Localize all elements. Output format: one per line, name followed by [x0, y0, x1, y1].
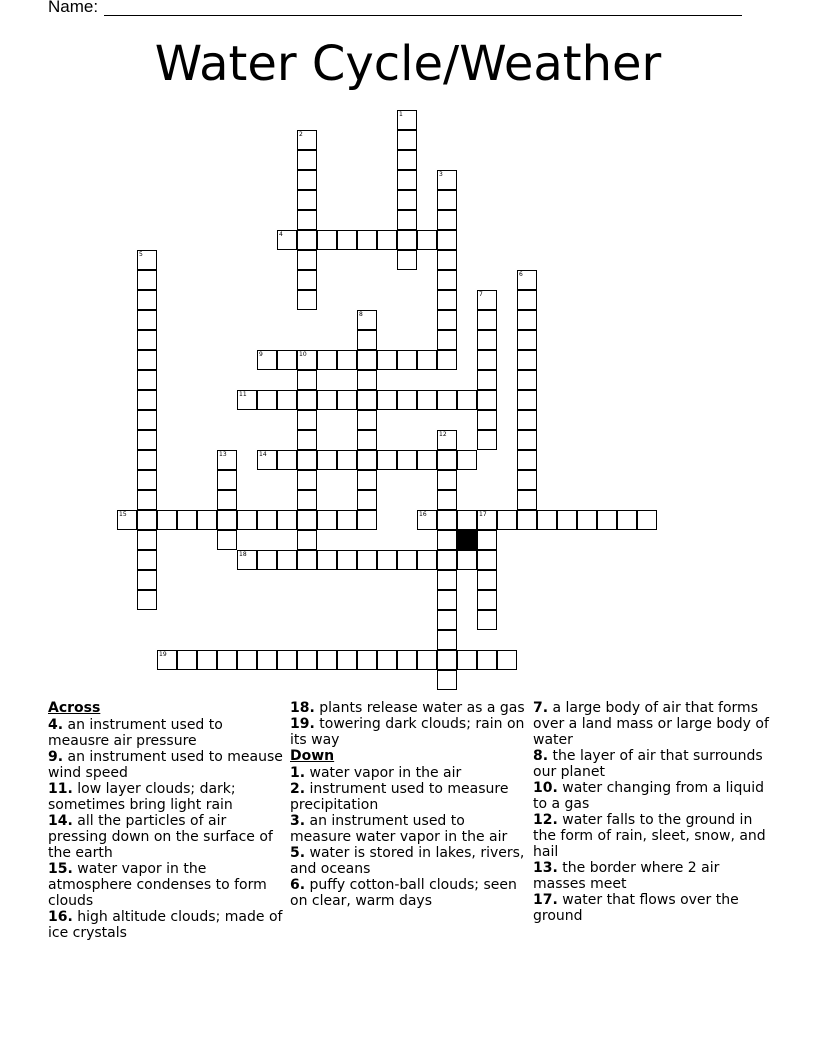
grid-cell[interactable]: [437, 570, 457, 590]
grid-cell[interactable]: [357, 310, 377, 330]
grid-cell[interactable]: [217, 650, 237, 670]
grid-cell[interactable]: [517, 490, 537, 510]
clue-number: 4: [279, 231, 283, 238]
grid-cell[interactable]: [177, 650, 197, 670]
grid-cell[interactable]: [397, 170, 417, 190]
grid-cell[interactable]: [517, 370, 537, 390]
grid-cell[interactable]: [297, 430, 317, 450]
grid-cell[interactable]: [417, 350, 437, 370]
clue-number: 2: [299, 131, 303, 138]
grid-cell[interactable]: [277, 230, 297, 250]
grid-cell[interactable]: [517, 310, 537, 330]
grid-cell[interactable]: [437, 190, 457, 210]
grid-cell[interactable]: [297, 230, 317, 250]
grid-cell[interactable]: [277, 510, 297, 530]
grid-cell[interactable]: [137, 510, 157, 530]
clue-number: 18: [239, 551, 247, 558]
grid-cell[interactable]: [257, 350, 277, 370]
grid-cell[interactable]: [477, 430, 497, 450]
grid-cell[interactable]: [317, 390, 337, 410]
grid-cell[interactable]: [437, 590, 457, 610]
grid-cell[interactable]: [337, 450, 357, 470]
grid-cell[interactable]: [257, 510, 277, 530]
clue-across-16: 16. high altitude clouds; made of ice crystals: [48, 909, 283, 941]
grid-cell[interactable]: [357, 370, 377, 390]
grid-cell[interactable]: [397, 390, 417, 410]
grid-cell[interactable]: [497, 510, 517, 530]
grid-cell[interactable]: [477, 550, 497, 570]
grid-cell[interactable]: [477, 410, 497, 430]
grid-cell[interactable]: [457, 550, 477, 570]
grid-cell[interactable]: [417, 510, 437, 530]
grid-cell[interactable]: [397, 650, 417, 670]
grid-cell[interactable]: [477, 610, 497, 630]
grid-cell[interactable]: [477, 570, 497, 590]
clue-across-9: 9. an instrument used to meause wind speed: [48, 749, 283, 781]
grid-cell[interactable]: [317, 510, 337, 530]
grid-cell[interactable]: [257, 390, 277, 410]
grid-cell[interactable]: [337, 390, 357, 410]
grid-cell[interactable]: [137, 530, 157, 550]
grid-cell[interactable]: [337, 550, 357, 570]
grid-cell[interactable]: [257, 550, 277, 570]
grid-cell[interactable]: [297, 270, 317, 290]
grid-cell[interactable]: [137, 490, 157, 510]
clue-number: 15: [119, 511, 127, 518]
grid-cell[interactable]: [297, 210, 317, 230]
grid-cell[interactable]: [277, 450, 297, 470]
grid-cell[interactable]: [157, 510, 177, 530]
grid-cell[interactable]: [217, 450, 237, 470]
grid-cell[interactable]: [357, 230, 377, 250]
clue-number: 1: [399, 111, 403, 118]
grid-cell[interactable]: [477, 590, 497, 610]
grid-cell[interactable]: [297, 170, 317, 190]
grid-cell[interactable]: [297, 130, 317, 150]
grid-cell[interactable]: [397, 250, 417, 270]
grid-cell[interactable]: [517, 330, 537, 350]
grid-cell[interactable]: [317, 230, 337, 250]
grid-cell[interactable]: [317, 450, 337, 470]
grid-cell[interactable]: [297, 410, 317, 430]
grid-cell[interactable]: [517, 270, 537, 290]
grid-cell[interactable]: [217, 470, 237, 490]
grid-cell[interactable]: [517, 470, 537, 490]
grid-cell[interactable]: [517, 390, 537, 410]
clue-number: 6: [519, 271, 523, 278]
grid-cell[interactable]: [437, 250, 457, 270]
grid-cell[interactable]: [137, 470, 157, 490]
clue-column-3: [533, 700, 773, 924]
clue-number: 11: [239, 391, 247, 398]
grid-cell[interactable]: [477, 290, 497, 310]
grid-cell[interactable]: [437, 430, 457, 450]
clue-number: 12: [439, 431, 447, 438]
grid-cell[interactable]: [437, 550, 457, 570]
grid-cell[interactable]: [137, 390, 157, 410]
clue-down-5: 5. water is stored in lakes, rivers, and oceans: [290, 845, 525, 877]
across-heading: Across: [48, 700, 101, 716]
grid-cell[interactable]: [437, 610, 457, 630]
grid-cell[interactable]: [137, 590, 157, 610]
grid-cell[interactable]: [137, 330, 157, 350]
clue-down-10: 10. water changing from a liquid to a gas: [533, 780, 764, 812]
grid-cell[interactable]: [277, 350, 297, 370]
grid-cell[interactable]: [277, 390, 297, 410]
grid-cell[interactable]: [437, 270, 457, 290]
grid-cell[interactable]: [217, 530, 237, 550]
grid-cell[interactable]: [357, 390, 377, 410]
grid-cell[interactable]: [357, 550, 377, 570]
grid-cell[interactable]: [417, 550, 437, 570]
grid-cell[interactable]: [257, 450, 277, 470]
grid-cell[interactable]: [117, 510, 137, 530]
clue-number: 5: [139, 251, 143, 258]
grid-cell[interactable]: [137, 290, 157, 310]
grid-cell[interactable]: [397, 450, 417, 470]
grid-cell[interactable]: [437, 450, 457, 470]
clue-number: 16: [419, 511, 427, 518]
grid-cell[interactable]: [297, 510, 317, 530]
grid-cell[interactable]: [437, 310, 457, 330]
grid-cell[interactable]: [457, 650, 477, 670]
grid-cell[interactable]: [357, 330, 377, 350]
grid-cell[interactable]: [297, 190, 317, 210]
grid-cell[interactable]: [377, 450, 397, 470]
clue-number: 7: [479, 291, 483, 298]
grid-cell[interactable]: [377, 230, 397, 250]
grid-cell[interactable]: [297, 290, 317, 310]
grid-cell[interactable]: [437, 330, 457, 350]
grid-cell[interactable]: [417, 390, 437, 410]
grid-cell[interactable]: [437, 210, 457, 230]
grid-cell[interactable]: [437, 530, 457, 550]
grid-cell[interactable]: [257, 650, 277, 670]
grid-cell[interactable]: [517, 290, 537, 310]
grid-cell[interactable]: [357, 470, 377, 490]
grid-cell[interactable]: [137, 570, 157, 590]
clue-down-7: 7. a large body of air that forms over a land mass or large body of water: [533, 700, 769, 748]
clue-number: 3: [439, 171, 443, 178]
page-title: Water Cycle/Weather: [154, 36, 662, 92]
grid-cell[interactable]: [397, 190, 417, 210]
grid-cell[interactable]: [397, 550, 417, 570]
clue-down-3: 3. an instrument used to measure water vapor in the air: [290, 813, 508, 845]
grid-cell[interactable]: [337, 510, 357, 530]
clue-number: 17: [479, 511, 487, 518]
grid-cell[interactable]: [397, 210, 417, 230]
grid-cell[interactable]: [477, 650, 497, 670]
grid-cell[interactable]: [437, 350, 457, 370]
grid-cell[interactable]: [477, 370, 497, 390]
clue-across-11: 11. low layer clouds; dark; sometimes bring light rain: [48, 781, 236, 813]
grid-cell[interactable]: [517, 350, 537, 370]
clue-across-4: 4. an instrument used to meausre air pressure: [48, 717, 223, 749]
grid-cell[interactable]: [577, 510, 597, 530]
clue-number: 14: [259, 451, 267, 458]
grid-cell[interactable]: [357, 510, 377, 530]
grid-cell[interactable]: [337, 230, 357, 250]
grid-cell[interactable]: [417, 230, 437, 250]
grid-cell[interactable]: [277, 550, 297, 570]
clue-number: 10: [299, 351, 307, 358]
black-square: [457, 530, 477, 550]
grid-cell[interactable]: [437, 290, 457, 310]
clue-down-17: 17. water that flows over the ground: [533, 892, 739, 924]
grid-cell[interactable]: [357, 490, 377, 510]
grid-cell[interactable]: [597, 510, 617, 530]
grid-cell[interactable]: [517, 450, 537, 470]
grid-cell[interactable]: [417, 450, 437, 470]
grid-cell[interactable]: [437, 230, 457, 250]
grid-cell[interactable]: [377, 550, 397, 570]
grid-cell[interactable]: [557, 510, 577, 530]
grid-cell[interactable]: [317, 550, 337, 570]
grid-cell[interactable]: [397, 350, 417, 370]
grid-cell[interactable]: [137, 310, 157, 330]
grid-cell[interactable]: [617, 510, 637, 530]
grid-cell[interactable]: [397, 230, 417, 250]
clue-number: 19: [159, 651, 167, 658]
grid-cell[interactable]: [137, 250, 157, 270]
grid-cell[interactable]: [297, 150, 317, 170]
grid-cell[interactable]: [457, 450, 477, 470]
grid-cell[interactable]: [437, 670, 457, 690]
clue-number: 13: [219, 451, 227, 458]
grid-cell[interactable]: [637, 510, 657, 530]
grid-cell[interactable]: [297, 370, 317, 390]
grid-cell[interactable]: [217, 490, 237, 510]
grid-cell[interactable]: [237, 390, 257, 410]
grid-cell[interactable]: [377, 390, 397, 410]
grid-cell[interactable]: [397, 130, 417, 150]
clue-number: 8: [359, 311, 363, 318]
grid-cell[interactable]: [457, 390, 477, 410]
grid-cell[interactable]: [137, 450, 157, 470]
grid-cell[interactable]: [137, 350, 157, 370]
grid-cell[interactable]: [177, 510, 197, 530]
grid-cell[interactable]: [417, 650, 437, 670]
grid-cell[interactable]: [137, 370, 157, 390]
grid-cell[interactable]: [517, 430, 537, 450]
grid-cell[interactable]: [477, 530, 497, 550]
grid-cell[interactable]: [337, 350, 357, 370]
grid-cell[interactable]: [137, 550, 157, 570]
grid-cell[interactable]: [137, 430, 157, 450]
grid-cell[interactable]: [297, 530, 317, 550]
grid-cell[interactable]: [537, 510, 557, 530]
grid-cell[interactable]: [317, 350, 337, 370]
clue-across-14: 14. all the particles of air pressing down on the surface of the earth: [48, 813, 273, 861]
clue-column-1: [48, 700, 283, 941]
grid-cell[interactable]: [297, 490, 317, 510]
grid-cell[interactable]: [237, 550, 257, 570]
grid-cell[interactable]: [297, 470, 317, 490]
grid-cell[interactable]: [237, 510, 257, 530]
grid-cell[interactable]: [297, 550, 317, 570]
grid-cell[interactable]: [477, 510, 497, 530]
grid-cell[interactable]: [137, 270, 157, 290]
grid-cell[interactable]: [497, 650, 517, 670]
grid-cell[interactable]: [517, 410, 537, 430]
grid-cell[interactable]: [157, 650, 177, 670]
grid-cell[interactable]: [297, 650, 317, 670]
grid-cell[interactable]: [337, 650, 357, 670]
grid-cell[interactable]: [437, 510, 457, 530]
clue-down-12: 12. water falls to the ground in the form of rain, sleet, snow, and hail: [533, 812, 766, 860]
clue-across-19: 19. towering dark clouds; rain on its way: [290, 716, 525, 748]
grid-cell[interactable]: [297, 450, 317, 470]
grid-cell[interactable]: [437, 170, 457, 190]
grid-cell[interactable]: [217, 510, 237, 530]
grid-cell[interactable]: [357, 650, 377, 670]
clue-down-13: 13. the border where 2 air masses meet: [533, 860, 720, 892]
grid-cell[interactable]: [137, 410, 157, 430]
down-heading: Down: [290, 748, 335, 764]
clue-down-2: 2. instrument used to measure precipitation: [290, 781, 509, 813]
grid-cell[interactable]: [437, 490, 457, 510]
grid-cell[interactable]: [197, 510, 217, 530]
grid-cell[interactable]: [437, 650, 457, 670]
grid-cell[interactable]: [377, 350, 397, 370]
grid-cell[interactable]: [357, 350, 377, 370]
grid-cell[interactable]: [357, 410, 377, 430]
clue-column-2: [290, 700, 525, 909]
grid-cell[interactable]: [437, 390, 457, 410]
clue-across-18: 18. plants release water as a gas: [290, 700, 525, 716]
name-label: Name:: [48, 0, 99, 16]
grid-cell[interactable]: [317, 650, 337, 670]
clue-down-6: 6. puffy cotton-ball clouds; seen on clear, warm days: [290, 877, 517, 909]
grid-cell[interactable]: [357, 450, 377, 470]
clue-across-15: 15. water vapor in the atmosphere condenses to form clouds: [48, 861, 267, 909]
grid-cell[interactable]: [277, 650, 297, 670]
grid-cell[interactable]: [357, 430, 377, 450]
grid-cell[interactable]: [437, 470, 457, 490]
clue-down-8: 8. the layer of air that surrounds our planet: [533, 748, 763, 780]
grid-cell[interactable]: [297, 350, 317, 370]
grid-cell[interactable]: [477, 390, 497, 410]
grid-cell[interactable]: [397, 110, 417, 130]
clue-down-1: 1. water vapor in the air: [290, 765, 462, 781]
grid-cell[interactable]: [477, 350, 497, 370]
grid-cell[interactable]: [397, 150, 417, 170]
grid-cell[interactable]: [477, 330, 497, 350]
grid-cell[interactable]: [297, 390, 317, 410]
grid-cell[interactable]: [477, 310, 497, 330]
grid-cell[interactable]: [197, 650, 217, 670]
grid-cell[interactable]: [377, 650, 397, 670]
grid-cell[interactable]: [237, 650, 257, 670]
grid-cell[interactable]: [297, 250, 317, 270]
grid-cell[interactable]: [437, 630, 457, 650]
grid-cell[interactable]: [457, 510, 477, 530]
clue-number: 9: [259, 351, 263, 358]
grid-cell[interactable]: [517, 510, 537, 530]
